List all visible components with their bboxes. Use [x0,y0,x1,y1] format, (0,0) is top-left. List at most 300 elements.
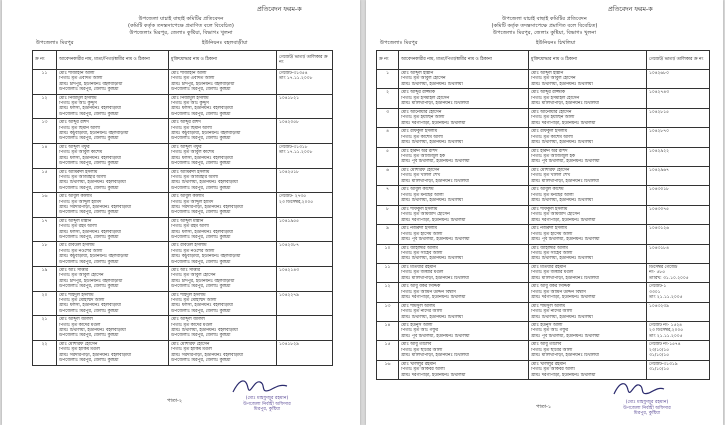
cell-line: গ্রামঃ দরগাপাড়া, ইউনিয়নঃ চিথলিয়া [531,295,596,301]
header-line: (কমিটি কর্তৃক তদন্তসাপেক্ষে প্রমাণিত বলে বিবেচিত) [491,23,598,30]
cell-line: তাং ১৭.১১.২০০৮ [279,150,313,156]
cell-line: গ্রামঃ চিথলিয়া, ইউনিয়নঃ চিথলিয়া [401,256,463,262]
freedom-fighter-cell [529,225,647,244]
freedom-fighter-cell [529,108,647,127]
cell-line: উপজেলাঃ মিরপুর, জেলাঃ কুষ্টিয়া [171,358,231,364]
cell-line: ১০৪২৯৬৭ [649,167,669,173]
serial-cell: ১৩ [33,119,57,144]
applicant-cell [57,94,169,119]
cell-line: মোঃ আবুল কাশেম [401,187,434,193]
gazette-cell [277,242,333,267]
cell-line: ১০৪৩০১৮ [649,187,669,193]
cell-line: গ্রামঃ চিথলিয়া, ইউনিয়নঃ বহলবাড়ীয়া [171,328,238,334]
cell-line: পিতাঃ মৃত ছাবের আলী [401,347,443,353]
freedom-fighter-cell [529,302,647,321]
cell-line: পিতাঃ মৃত আজাহার আলী [171,174,219,180]
cell-line: পিতাঃ মৃত সাহেব আলী [531,250,573,256]
cell-line: পিতাঃ মৃত আঃ কুদ্দুস [59,101,97,107]
cell-line: ৩১/১০/১৫ [649,367,670,373]
freedom-fighter-cell [529,147,647,166]
serial-cell: ৬ [377,166,399,185]
cell-line: গ্রামঃ মালিথাপাড়া, ইউনিয়নঃ চিথলিয়া [401,101,469,107]
cell-line: মোঃ আঃ সাত্তার [59,268,89,273]
cell-line: মোঃ আব্দুল হান্নান [531,71,564,76]
cell-line: ১০৪২০৮৭ [279,243,299,249]
gazette-cell [277,94,333,119]
cell-line: গ্রামঃ দরগাপাড়া, ইউনিয়নঃ চিথলিয়া [531,217,596,223]
cell-line: উপজেলাঃ মিরপুর, জেলাঃ কুষ্টিয়া [59,308,119,314]
cell-line: গ্রামঃ কচুবাড়ীয়া, ইউনিয়নঃ বহলবাড়ীয়া [171,131,241,137]
cell-line: ১০৪৩২৩৯ [649,303,669,309]
cell-line: উপজেলাঃ মিরপুর, জেলাঃ কুষ্টিয়া [171,185,231,191]
table-row [33,291,333,316]
table-header-row [377,51,710,70]
freedom-fighter-cell [529,89,647,108]
cell-line: তাং ১৭.১১.২০০৮ [279,76,313,82]
cell-line: পিতাঃ মৃত কাশেম আলী [401,134,443,140]
cell-line: মোঃ জাহাঙ্গীর আলম [531,245,568,251]
freedom-fighter-cell [529,360,647,379]
freedom-fighter-cell [529,70,647,89]
freedom-fighter-cell [169,70,277,95]
cell-line: মোঃ আব্দুর রশিদ [59,120,89,126]
cell-line: মোঃ আব্দুল হান্নান [401,71,434,76]
cell-line: গ্রামঃ দরগাপাড়া, ইউনিয়নঃ চিথলিয়া [531,372,596,378]
cell-line: পিতাঃ মৃত মোহাম্মদ আলী [171,298,217,304]
cell-line: মোঃ আবুল কাশেম [531,187,564,193]
serial-cell: ১৪ [33,143,57,168]
freedom-fighter-cell [529,186,647,205]
cell-line: মোঃ রবিউল ইসলাম [171,243,207,249]
cell-line: গ্রামঃ কচুবাড়ীয়া, ইউনিয়নঃ বহলবাড়ীয়া [171,254,241,260]
col-freedom-fighter: মুক্তিযোদ্ধার নাম ও ঠিকানা [529,51,647,70]
gazette-cell [277,193,333,218]
cell-line: উপজেলাঃ মিরপুর, জেলাঃ কুষ্টিয়া [171,111,231,117]
cell-line: মোঃ নজরুল ইসলাম [531,226,567,232]
cell-line: তারিখ: ৩১.১০.২০০৫ [649,275,689,281]
gazette-cell [647,205,710,224]
cell-line: ১০৪১৯৫৫ [279,218,299,224]
cell-line: তাং ২১.১১.২০০৫ [649,333,683,339]
annex-label: প্রতিবেদন ফরম-ক [608,6,653,13]
serial-cell: ১৬ [377,360,399,379]
cell-line: পিতাঃ মৃত জব্বার মণ্ডল [401,270,444,276]
table-row [377,244,710,263]
cell-line: মোঃ মোশারফ হোসেন [59,341,98,347]
cell-line: পিতাঃ মৃত নওশের আলী [59,248,103,254]
cell-line: পিতাঃ মৃত আমজাদ হোসেন [401,212,450,218]
cell-line: মোঃ শফিকুল ইসলাম [401,206,438,212]
col-applicant: আবেদনকারীর নাম, মাতা/পিতা/স্বামীর নাম ও ঠিকানা [57,51,169,70]
serial-cell: ১৩ [377,302,399,321]
freedom-fighter-cell [529,128,647,147]
applicant-cell [399,322,529,341]
cell-line: ১০৪৩১২৬ [649,226,669,232]
applicant-cell [399,205,529,224]
serial-cell: ১৭ [33,217,57,242]
cell-line: উপজেলাঃ মিরপুর, জেলাঃ কুষ্টিয়া [59,358,119,364]
cell-line: পিতাঃ মৃত আব্দুল হামিদ [59,199,102,205]
cell-line: পিতাঃ মৃত খলিল শেখ [531,173,571,179]
cell-line: পিতাঃ মৃত ইসমাইল হোসেন [401,95,450,101]
gazette-cell [647,186,710,205]
cell-line: ২৩ ডিসেম্বর,২০০৫ [279,199,314,205]
seal-line: (মোঃ মাহফুজুর রহমান) [625,400,669,405]
applicant-cell [399,147,529,166]
cell-line: গ্রামঃ ধলসা, ইউনিয়নঃ বহলবাড়ীয়া [59,229,121,235]
cell-line: উপজেলাঃ মিরপুর, জেলাঃ কুষ্টিয়া [59,259,119,265]
cell-line: গ্রামঃ চাঁদপুর, ইউনিয়নঃ বহলবাড়ীয়া [171,81,235,87]
cell-line: মোঃ আনোয়ার হোসেন [401,109,442,115]
table-row [33,143,333,168]
upazila-label: উপজেলাঃ মিরপুর [36,40,74,46]
freedom-fighter-cell [169,217,277,242]
freedom-fighter-cell [529,263,647,282]
cell-line: মোঃ মোশারফ হোসেন [531,167,570,173]
freedom-fighter-cell [169,291,277,316]
cell-line: পিতাঃ মৃত আবুল হোসেন [531,76,576,82]
table-row [377,360,710,379]
cell-line: পিতাঃ মৃত মোহাম্মদ আলী [59,298,105,304]
cell-line: মোঃ মোশারফ হোসেন [171,341,210,347]
freedom-fighter-cell [529,341,647,360]
freedom-fighter-cell [169,316,277,341]
serial-cell: ১৪ [377,322,399,341]
cell-line: গেজেট নং- ১৫২৪ [649,323,683,329]
cell-line: উপজেলাঃ মিরপুর, জেলাঃ কুষ্টিয়া [171,234,231,240]
applicant-cell [399,341,529,360]
cell-line: মোঃ আবুল কালাম [59,194,92,200]
cell-line: পিতাঃ মৃত আজিজুল হক [401,153,445,159]
col-serial: ক্র নং [33,51,57,70]
gazette-cell [647,225,710,244]
applicant-cell [399,244,529,263]
cell-line: পিতাঃ মৃত আমিন উদ্দিন বিশ্বাস [401,289,456,295]
serial-cell: ১১ [377,263,399,282]
serial-cell: ১২ [33,94,57,119]
cell-line: গ্রামঃ মালিথাপাড়া, ইউনিয়নঃ চিথলিয়া [401,353,469,359]
cell-line: মোঃ আব্দুল গফুর [171,144,202,150]
table-row [377,341,710,360]
table-row [33,193,333,218]
cell-line: গ্রামঃ ধলসা, ইউনিয়নঃ বহলবাড়ীয়া [59,155,121,161]
table-row [377,70,710,89]
cell-line: মোঃ আমিরুল ইসলাম [171,169,210,175]
cell-line: ২৩ ডিসেম্বর,২০০৫ [649,328,684,334]
serial-cell: ১৯ [33,267,57,292]
cell-line: উপজেলাঃ মিরপুর, জেলাঃ কুষ্টিয়া [59,136,119,142]
gazette-cell [647,147,710,166]
header-line: (কমিটি কর্তৃক তদন্তসাপেক্ষে প্রমাণিত বলে বিবেচিত) [128,23,234,30]
cell-line: গেজেট-৩১৩১৮ [279,144,308,150]
cell-line: গ্রামঃ ধলসা, ইউনিয়নঃ বহলবাড়ীয়া [59,106,121,112]
cell-line: উপজেলাঃ মিরপুর, জেলাঃ কুষ্টিয়া [59,234,119,240]
serial-cell: ২ [377,89,399,108]
cell-line: উপজেলাঃ মিরপুর, জেলাঃ কুষ্টিয়া [171,136,231,142]
cell-line: ১০৪২২৭৯ [279,292,299,298]
cell-line: গ্রামঃ পূর্ব চিথলিয়া, ইউনিয়নঃ চিথলিয়া [531,159,600,165]
cell-line: পিতাঃ মৃত নওশের আলী [171,248,215,254]
table-row [33,316,333,341]
cell-line: মোঃ মতিয়ার রহমান [531,264,566,270]
cell-line: গেজেট নং-১৫৭৪ [649,342,681,348]
union-label: ইউনিয়নঃ চিথলিয়া [536,40,576,46]
applicant-cell [399,89,529,108]
cell-line: মোঃ জাহাঙ্গীর আলম [401,245,438,251]
freedom-fighter-cell [169,94,277,119]
cell-line: পিতাঃ মৃত আজিজুল হক [531,153,575,159]
gazette-cell [647,244,710,263]
applicant-cell [57,242,169,267]
cell-line: পিতাঃ মৃত আবুল কাশেম [171,150,215,156]
applicant-cell [399,283,529,302]
cell-line: মোঃ আবু তালেব [531,342,562,348]
gazette-cell [277,70,333,95]
gazette-cell [277,168,333,193]
cell-line: পিতাঃ মৃত কাশেম আলী [531,134,573,140]
applicant-cell [57,70,169,95]
applicant-cell [399,263,529,282]
cell-line: পিতাঃ মৃত হাকিম মণ্ডল [59,347,100,353]
cell-line: গ্রামঃ দরগাপাড়া, ইউনিয়নঃ চিথলিয়া [401,217,466,223]
cell-line: গ্রামঃ মালিথাপাড়া, ইউনিয়নঃ চিথলিয়া [531,101,599,107]
cell-line: মোঃ আবু তালেব [401,342,432,348]
cell-line: পিতাঃ মৃত হাকিম মণ্ডল [171,347,212,353]
cell-line: পিতাঃ মৃত ছিমান আলী [59,125,100,131]
freedom-fighter-cell [529,322,647,341]
applicant-cell [399,360,529,379]
table-row [377,108,710,127]
applicant-cell [57,340,169,365]
cell-line: গ্রামঃ ধলসা, ইউনিয়নঃ বহলবাড়ীয়া [171,303,233,309]
serial-cell: ১১ [33,70,57,95]
table-row [377,225,710,244]
cell-line: গ্রামঃ দরগাপাড়া, ইউনিয়নঃ চিথলিয়া [401,372,466,378]
freedom-fighter-cell [169,242,277,267]
gazette-cell [277,143,333,168]
cell-line: পিতাঃ মৃত আকবর আলী [531,367,575,373]
col-applicant: আবেদনকারীর নাম, মাতা/পিতা/স্বামীর নাম ও ঠিকানা [399,51,529,70]
cell-line: মোঃ আব্দুর রাজ্জাক [401,90,435,96]
page-number: পাতা-২ [167,398,183,404]
table-row [33,340,333,365]
cell-line: পিতাঃ মৃত খলিল শেখ [401,173,441,179]
cell-line: পিতাঃ মৃত আঃ গফুর [401,328,439,334]
cell-line: ১০৪১৮২১ [279,95,299,101]
cell-line: মোঃ আনোয়ার হোসেন [531,109,572,115]
cell-line: উপজেলাঃ মিরপুর, জেলাঃ কুষ্টিয়া [171,308,231,314]
officer-seal [592,400,702,417]
cell-line: মোঃ শফিকুল ইসলাম [531,206,568,212]
cell-line: গ্রামঃ পূর্ব চিথলিয়া, ইউনিয়নঃ চিথলিয়া [401,236,470,242]
cell-line: গ্রামঃ চিথলিয়া, ইউনিয়নঃ চিথলিয়া [401,198,463,204]
table-header-row [33,51,333,70]
cell-line: ১০৪২৮১৫ [649,109,669,115]
applicant-cell [399,70,529,89]
cell-line: পিতাঃ মৃত আজাহার আলী [59,174,107,180]
cell-line: পিতাঃ মৃত রহম আলী [171,224,209,230]
gazette-cell [277,291,333,316]
freedom-fighter-cell [169,168,277,193]
cell-line: ২৩/১০/১৫ [649,347,670,353]
cell-line: পিতাঃ মৃত আমজাদ হোসেন [531,212,580,218]
applicant-cell [57,143,169,168]
table-row [377,263,710,282]
serial-cell: ২০ [33,291,57,316]
cell-line: মোঃ খলিলুর রহমান [401,361,436,367]
cell-line: ৩১/১০/১৫ [649,353,670,359]
cell-line: মোঃ মতিয়ার রহমান [401,264,436,270]
table-row [377,147,710,166]
cell-line: মোঃ নিজামুল ইসলাম [171,95,209,101]
cell-line: উপজেলাঃ মিরপুর, জেলাঃ কুষ্টিয়া [171,333,231,339]
applicant-cell [399,166,529,185]
cell-line: মোঃ আমিরুল ইসলাম [59,169,98,175]
cell-line: গ্রামঃ চিথলিয়া, ইউনিয়নঃ চিথলিয়া [401,139,463,145]
cell-line: গ্রামঃ মালিথাপাড়া, ইউনিয়নঃ চিথলিয়া [531,275,599,281]
cell-line: ১০৪২৯২২ [649,148,669,154]
gazette-cell [647,89,710,108]
table-body [33,70,333,366]
cell-line: পিতাঃ মৃত মনছের আলী [401,192,444,198]
freedom-fighter-cell [169,193,277,218]
seal-line: (মোঃ মাহফুজুর রহমান) [245,396,289,401]
cell-line: পিতাঃ মৃত জব্বার মণ্ডল [531,270,574,276]
cell-line: গ্রামঃ পূর্ব চিথলিয়া, ইউনিয়নঃ চিথলিয়া [531,236,600,242]
freedom-fighter-cell [169,267,277,292]
cell-line: পিতাঃ মৃত ছিমান আলী [171,125,212,131]
cell-line: উপজেলাঃ মিরপুর, জেলাঃ কুষ্টিয়া [171,259,231,265]
table-row [377,166,710,185]
freedom-fighter-cell [169,119,277,144]
cell-line: গ্রামঃ মালিথাপাড়া, ইউনিয়নঃ চিথলিয়া [531,178,599,184]
cell-line: পিতাঃ মৃত আমিন উদ্দিন বিশ্বাস [531,289,586,295]
cell-line: গেজেট-৩১৩১৯ [649,361,678,367]
cell-line: গ্রামঃ ধলসা, ইউনিয়নঃ বহলবাড়ীয়া [171,155,233,161]
report-page-left [2,0,360,425]
cell-line: ১০৪২১৪৩ [279,268,299,273]
freedom-fighter-cell [169,340,277,365]
cell-line: মোঃ আবু বকর সিদ্দিক [401,284,441,290]
cell-line: পিতাঃ মৃত নাদের আলী [531,309,573,315]
cell-line: গ্রামঃ চিথলিয়া, ইউনিয়নঃ চিথলিয়া [531,256,593,262]
cell-line: মোঃ ইউনুস আলী [401,323,433,329]
cell-line: গ্রামঃ চাঁদপুর, ইউনিয়নঃ বহলবাড়ীয়া [171,278,235,284]
cell-line: গ্রামঃ চাঁদপুর, ইউনিয়নঃ বহলবাড়ীয়া [59,81,123,87]
cell-line: গেজেট- ২৭৩৫ [279,194,307,200]
cell-line: পিতাঃ মৃত আবুল হোসেন [401,76,446,82]
cell-line: গ্রামঃ ধলসা, ইউনিয়নঃ বহলবাড়ীয়া [59,303,121,309]
table-row [377,302,710,321]
verification-table [32,50,333,366]
cell-line: গ্রামঃ মালিথাপাড়া, ইউনিয়নঃ চিথলিয়া [401,178,469,184]
serial-cell: ৮ [377,205,399,224]
cell-line: মোঃ ইউনুস আলী [531,323,563,329]
cell-line: গ্রামঃ চিথলিয়া, ইউনিয়নঃ বহলবাড়ীয়া [59,180,126,186]
cell-line: উপজেলাঃ মিরপুর, জেলাঃ কুষ্টিয়া [59,87,119,93]
cell-line: মোঃ শামসুল আলম [401,303,435,309]
cell-line: গ্রামঃ কচুবাড়ীয়া, ইউনিয়নঃ বহলবাড়ীয়া [59,254,129,260]
cell-line: মোঃ আঃ সাত্তার [171,268,201,273]
header-line: উপজেলা যাচাই বাছাই কমিটির প্রতিবেদন [502,16,587,22]
cell-line: উপজেলাঃ মিরপুর, জেলাঃ কুষ্টিয়া [59,185,119,191]
gazette-cell [277,217,333,242]
cell-line: গ্রামঃ দরগাপাড়া, ইউনিয়নঃ চিথলিয়া [531,120,596,126]
cell-line: গ্রামঃ চিথলিয়া, ইউনিয়নঃ চিথলিয়া [531,139,593,145]
cell-line: গ্রামঃ ধলসা, ইউনিয়নঃ বহলবাড়ীয়া [171,106,233,112]
applicant-cell [57,119,169,144]
cell-line: উপজেলাঃ মিরপুর, জেলাঃ কুষ্টিয়া [59,161,119,167]
cell-line: পিতাঃ মৃত আবুল হোসেন [59,273,104,279]
serial-cell: ২২ [33,340,57,365]
applicant-cell [57,193,169,218]
cell-line: মোঃ আব্দুল মান্নান [171,218,204,224]
cell-line: ১০৪২৬৮০ [649,71,669,76]
col-freedom-fighter: মুক্তিযোদ্ধার নাম ও ঠিকানা [169,51,277,70]
gazette-cell [647,341,710,360]
table-row [33,242,333,267]
gazette-cell [647,108,710,127]
serial-cell: ৭ [377,186,399,205]
cell-line: উপজেলাঃ মিরপুর, জেলাঃ কুষ্টিয়া [59,210,119,216]
signature-icon [230,374,290,398]
cell-line: মোঃ রফিকুল ইসলাম [531,129,568,135]
table-row [377,89,710,108]
cell-line: পিতাঃ মৃত মনছের আলী [531,192,574,198]
cell-line: পিতাঃ মৃত হাসেম আলী [401,231,443,237]
cell-line: মোঃ আবু বকর সিদ্দিক [531,284,571,290]
applicant-cell [57,267,169,292]
freedom-fighter-cell [529,283,647,302]
gazette-cell [647,128,710,147]
cell-line: পিতাঃ মৃত আঃ গফুর [531,328,569,334]
table-row [33,94,333,119]
cell-line: পিতাঃ মৃত এবাদত আলী [59,76,103,82]
cell-line: গ্রামঃ মালিথাপাড়া, ইউনিয়নঃ চিথলিয়া [531,353,599,359]
cell-line: গেজেট-৩১৩৫৪ [279,71,308,76]
union-label: ইউনিয়নঃ বহলবাড়ীয়া [202,40,248,46]
cell-line: পিতাঃ মৃত আবুল হোসেন [171,273,216,279]
cell-line: মোঃ আব্দুল মান্নান [59,218,92,224]
cell-line: গ্রামঃ চিথলিয়া, ইউনিয়নঃ চিথলিয়া [531,314,593,320]
col-serial: ক্র নং [377,51,399,70]
gazette-cell [647,70,710,89]
applicant-cell [399,128,529,147]
cell-line: গ্রামঃ সরদারপাড়া, ইউনিয়নঃ বহলবাড়ীয়া [59,352,132,358]
cell-line: পিতাঃ মৃত আকবর আলী [401,367,445,373]
cell-line: পিতাঃ মৃত নাদের আলী [401,309,443,315]
cell-line: পিতাঃ মৃত আঃ কুদ্দুস [171,101,209,107]
officer-seal [212,396,322,413]
serial-cell: ২১ [33,316,57,341]
table-row [33,267,333,292]
cell-line: গ্রামঃ চাঁদপুর, ইউনিয়নঃ বহলবাড়ীয়া [59,278,123,284]
table-row [377,186,710,205]
gazette-cell [277,119,333,144]
cell-line: উপজেলাঃ মিরপুর, জেলাঃ কুষ্টিয়া [171,210,231,216]
cell-line: পিতাঃ মৃত ইয়াছিন আলী [531,115,575,121]
cell-line: মোঃ শহিদুল ইসলাম [59,292,94,298]
serial-cell: ১০ [377,244,399,263]
cell-line: গ্রামঃ চিথলিয়া, ইউনিয়নঃ বহলবাড়ীয়া [59,328,126,334]
annex-label: প্রতিবেদন ফরম-ক [257,6,302,13]
serial-cell: ১ [377,70,399,89]
serial-cell: ১২ [377,283,399,302]
cell-line: গ্রামঃ কচুবাড়ীয়া, ইউনিয়নঃ বহলবাড়ীয়া [59,131,129,137]
cell-line: তাং ২১.১১.২০০৫ [649,295,683,301]
cell-line: গ্রামঃ চিথলিয়া, ইউনিয়নঃ বহলবাড়ীয়া [171,180,238,186]
table-row [33,168,333,193]
